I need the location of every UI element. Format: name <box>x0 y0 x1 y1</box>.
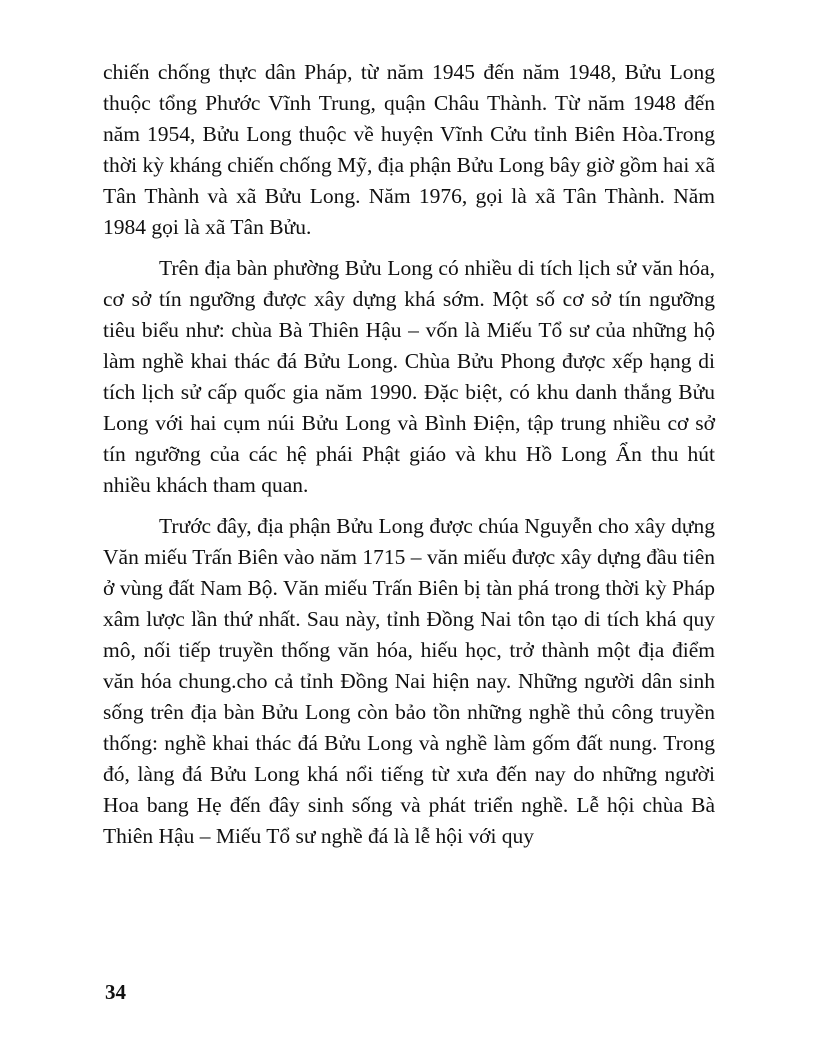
paragraph-3: Trước đây, địa phận Bửu Long được chúa Nguyễn cho xây dựng Văn miếu Trấn Biên vào năm 1715 – văn miếu được xây dựng đầu tiên ở vùng đất Nam Bộ. Văn miếu Trấn Biên bị tàn phá trong thời kỳ Pháp xâm lược lần thứ nhất. Sau này, tỉnh Đồng Nai tôn tạo di tích khá quy mô, nối tiếp truyền thống văn hóa, hiếu học, trở thành một địa điểm văn hóa chung.cho cả tỉnh Đồng Nai hiện nay. Những người dân sinh sống trên địa bàn Bửu Long còn bảo tồn những nghề thủ công truyền thống: nghề khai thác đá Bửu Long và nghề làm gốm đất nung. Trong đó, làng đá Bửu Long khá nổi tiếng từ xưa đến nay do những người Hoa bang Hẹ đến đây sinh sống và phát triển nghề. Lễ hội chùa Bà Thiên Hậu – Miếu Tổ sư nghề đá là lễ hội với quy <box>103 514 715 848</box>
page-number: 34 <box>105 980 126 1004</box>
paragraph-2: Trên địa bàn phường Bửu Long có nhiều di tích lịch sử văn hóa, cơ sở tín ngưỡng được xây dựng khá sớm. Một số cơ sở tín ngưỡng tiêu biểu như: chùa Bà Thiên Hậu – vốn là Miếu Tổ sư của những hộ làm nghề khai thác đá Bửu Long. Chùa Bửu Phong được xếp hạng di tích lịch sử cấp quốc gia năm 1990. Đặc biệt, có khu danh thắng Bửu Long với hai cụm núi Bửu Long và Bình Điện, tập trung nhiều cơ sở tín ngưỡng của các hệ phái Phật giáo và khu Hồ Long Ẩn thu hút nhiều khách tham quan. <box>103 256 715 497</box>
paragraph-1: chiến chống thực dân Pháp, từ năm 1945 đến năm 1948, Bửu Long thuộc tổng Phước Vĩnh Trung, quận Châu Thành. Từ năm 1948 đến năm 1954, Bửu Long thuộc về huyện Vĩnh Cửu tỉnh Biên Hòa.Trong thời kỳ kháng chiến chống Mỹ, địa phận Bửu Long bây giờ gồm hai xã Tân Thành và xã Bửu Long. Năm 1976, gọi là xã Tân Thành. Năm 1984 gọi là xã Tân Bửu. <box>103 60 715 239</box>
page-body <box>103 57 715 862</box>
